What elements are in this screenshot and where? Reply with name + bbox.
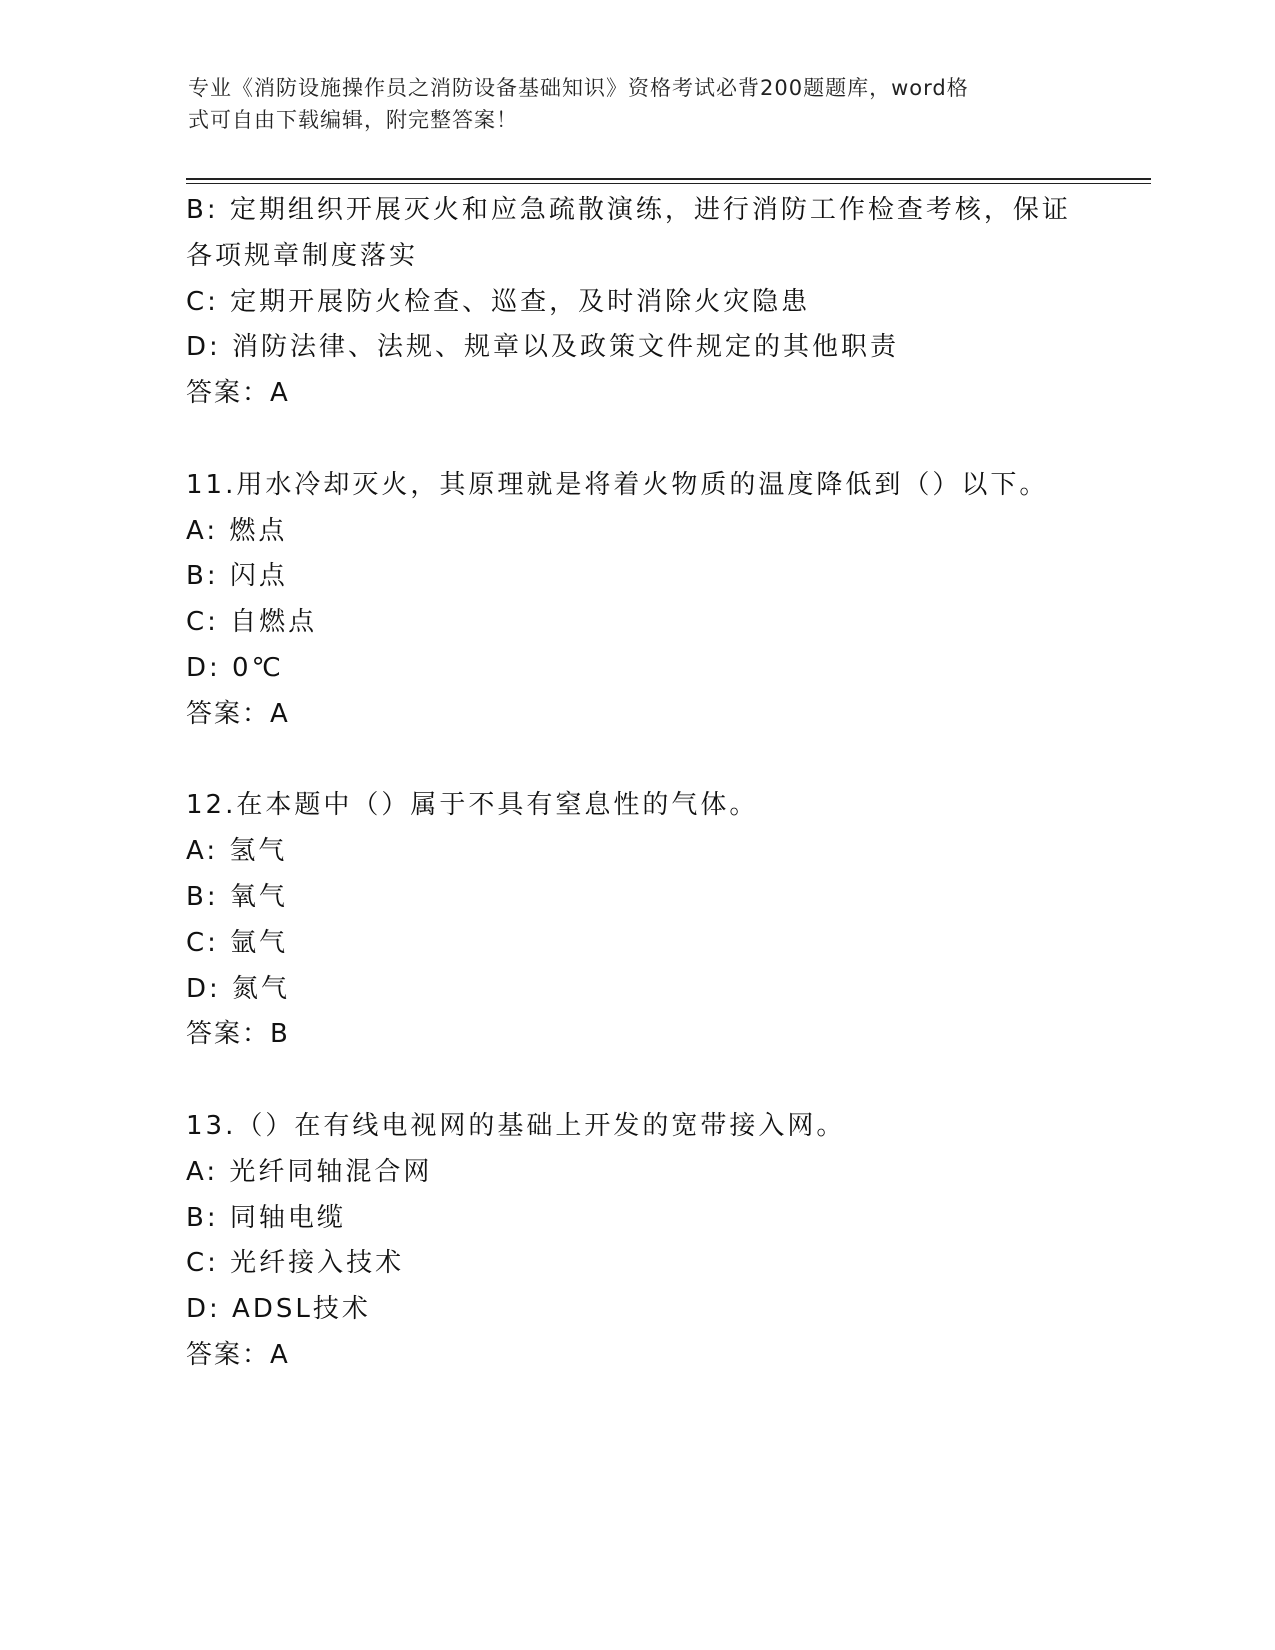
question-12 xyxy=(186,783,1086,1058)
option-b-line-1: B: 定期组织开展灭火和应急疏散演练，进行消防工作检查考核，保证 xyxy=(186,195,1071,225)
option-b-line-2: 各项规章制度落实 xyxy=(186,240,419,271)
option-b: B: 氧气 xyxy=(186,881,288,912)
option-c: C: 光纤接入技术 xyxy=(186,1248,405,1279)
option-b: B: 同轴电缆 xyxy=(186,1202,346,1233)
option-d: D: 氮气 xyxy=(186,973,291,1004)
header-line-1: 专业《消防设施操作员之消防设备基础知识》资格考试必背200题题库，word格 xyxy=(188,76,969,100)
answer: 答案：A xyxy=(186,698,290,729)
header-divider-thick xyxy=(186,178,1151,180)
document-header xyxy=(188,72,1088,136)
question-10-continued xyxy=(186,188,1086,417)
option-a: A: 燃点 xyxy=(186,515,288,546)
answer: 答案：A xyxy=(186,378,290,409)
answer: 答案：B xyxy=(186,1019,290,1050)
question-body xyxy=(186,188,1086,1379)
option-c: C: 自燃点 xyxy=(186,607,318,638)
header-divider-thin xyxy=(186,183,1151,184)
option-d: D: 0℃ xyxy=(186,652,284,683)
option-a: A: 氢气 xyxy=(186,836,288,867)
option-d: D: 消防法律、法规、规章以及政策文件规定的其他职责 xyxy=(186,332,900,363)
option-d: D: ADSL技术 xyxy=(186,1294,371,1325)
question-13 xyxy=(186,1104,1086,1379)
answer: 答案：A xyxy=(186,1339,290,1370)
question-stem: 11.用水冷却灭火，其原理就是将着火物质的温度降低到（）以下。 xyxy=(186,469,1049,500)
question-stem: 13.（）在有线电视网的基础上开发的宽带接入网。 xyxy=(186,1110,846,1141)
option-a: A: 光纤同轴混合网 xyxy=(186,1156,433,1187)
question-11 xyxy=(186,463,1086,738)
header-line-2: 式可自由下载编辑，附完整答案！ xyxy=(188,108,518,132)
option-c: C: 氩气 xyxy=(186,927,289,958)
question-stem: 12.在本题中（）属于不具有窒息性的气体。 xyxy=(186,790,759,821)
option-b: B: 闪点 xyxy=(186,561,288,592)
option-c: C: 定期开展防火检查、巡查，及时消除火灾隐患 xyxy=(186,286,811,317)
